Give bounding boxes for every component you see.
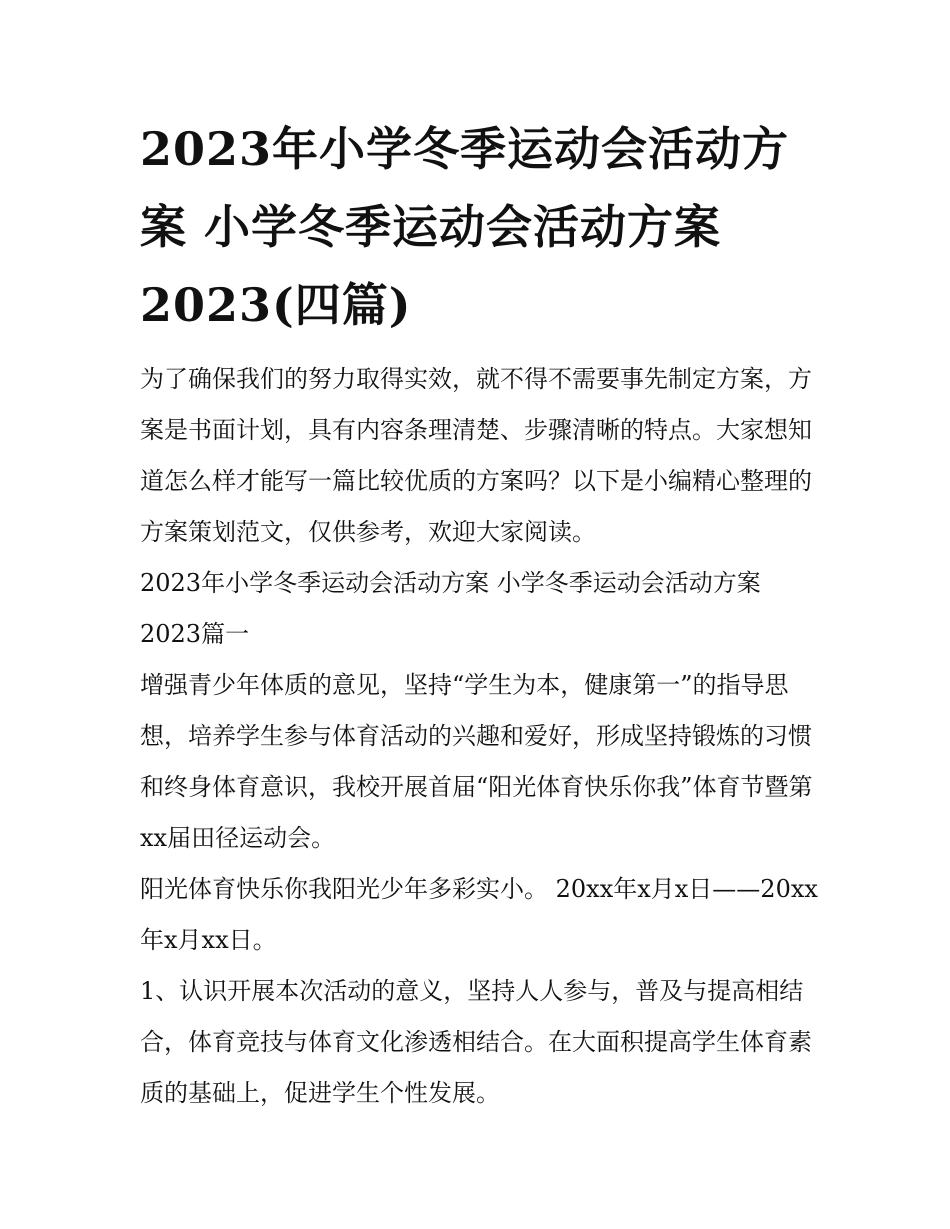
body-paragraph: 增强青少年体质的意见，坚持“学生为本，健康第一”的指导思想，培养学生参与体育活动的兴趣和爱好，形成坚持锻炼的习惯和终身体育意识，我校开展首届“阳光体育快乐你我”体育节暨第xx届田径运动会。: [140, 671, 813, 852]
document-title: 2023年小学冬季运动会活动方案 小学冬季运动会活动方案2023(四篇): [140, 122, 790, 332]
intro-paragraph: 为了确保我们的努力取得实效，就不得不需要事先制定方案，方案是书面计划，具有内容条理清楚、步骤清晰的特点。大家想知道怎么样才能写一篇比较优质的方案吗？以下是小编精心整理的方案策划范文，仅供参考，欢迎大家阅读。: [140, 365, 812, 546]
theme-date-paragraph: 阳光体育快乐你我阳光少年多彩实小。 20xx年x月x日——20xx年x月xx日。: [140, 875, 818, 954]
numbered-paragraph: 1、认识开展本次活动的意义，坚持人人参与，普及与提高相结合，体育竞技与体育文化渗透相结合。在大面积提高学生体育素质的基础上，促进学生个性发展。: [140, 977, 812, 1107]
document-page: [140, 110, 820, 1119]
section-heading: 2023年小学冬季运动会活动方案 小学冬季运动会活动方案2023篇一: [140, 569, 761, 648]
